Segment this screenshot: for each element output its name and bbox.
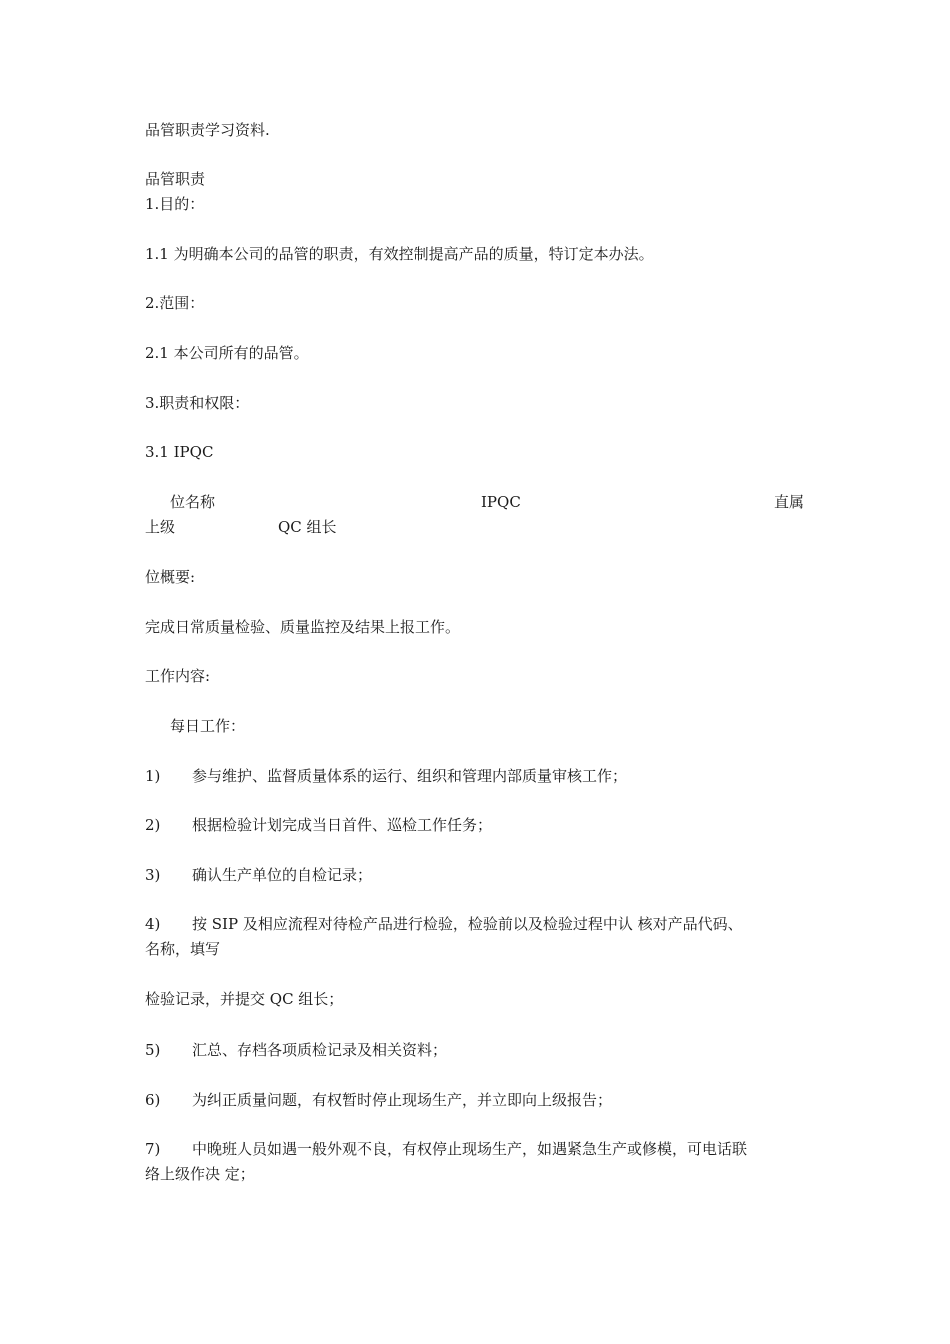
superior-label-part2: 上级 [145,518,176,536]
item-text-continued: 络上级作决 定； [145,1165,255,1183]
item-number: 1) [145,767,161,785]
item-number: 3) [145,866,161,884]
superior-label-part1: 直属 [774,493,805,511]
item-number: 2) [145,816,161,834]
scope-paragraph: 2.1 本公司所有的品管。 [145,344,309,362]
purpose-heading: 1.目的： [145,195,205,213]
overview-text: 完成日常质量检验、质量监控及结果上报工作。 [145,618,461,636]
item-number: 5) [145,1041,161,1059]
item-text: 为纠正质量问题，有权暂时停止现场生产，并立即向上级报告； [192,1091,613,1109]
overview-label: 位概要: [145,568,196,586]
item-text: 按 SIP 及相应流程对待检产品进行检验，检验前以及检验过程中认 核对产品代码、 [192,915,743,933]
item-text: 确认生产单位的自检记录； [192,866,373,884]
section-title: 品管职责 [145,170,206,188]
item-text-continued: 名称，填写 [145,940,221,958]
item-text: 检验记录，并提交 QC 组长； [145,990,344,1008]
position-name-value: IPQC [481,493,521,511]
scope-heading: 2.范围： [145,294,205,312]
superior-value: QC 组长 [278,518,337,536]
position-name-label: 位名称 [170,493,216,511]
item-number: 6) [145,1091,161,1109]
duty-heading: 3.职责和权限： [145,394,250,412]
item-number: 4) [145,915,161,933]
item-text: 根据检验计划完成当日首件、巡检工作任务； [192,816,493,834]
daily-work-label: 每日工作： [170,717,246,735]
purpose-paragraph: 1.1 为明确本公司的品管的职责，有效控制提高产品的质量，特订定本办法。 [145,245,654,263]
work-content-label: 工作内容: [145,667,211,685]
item-text: 中晚班人员如遇一般外观不良，有权停止现场生产，如遇紧急生产或修模，可电话联 [192,1140,748,1158]
item-text: 参与维护、监督质量体系的运行、组织和管理内部质量审核工作； [192,767,628,785]
duty-ipqc-heading: 3.1 IPQC [145,443,214,461]
item-text: 汇总、存档各项质检记录及相关资料； [192,1041,448,1059]
document-title: 品管职责学习资料. [145,121,270,139]
item-number: 7) [145,1140,161,1158]
